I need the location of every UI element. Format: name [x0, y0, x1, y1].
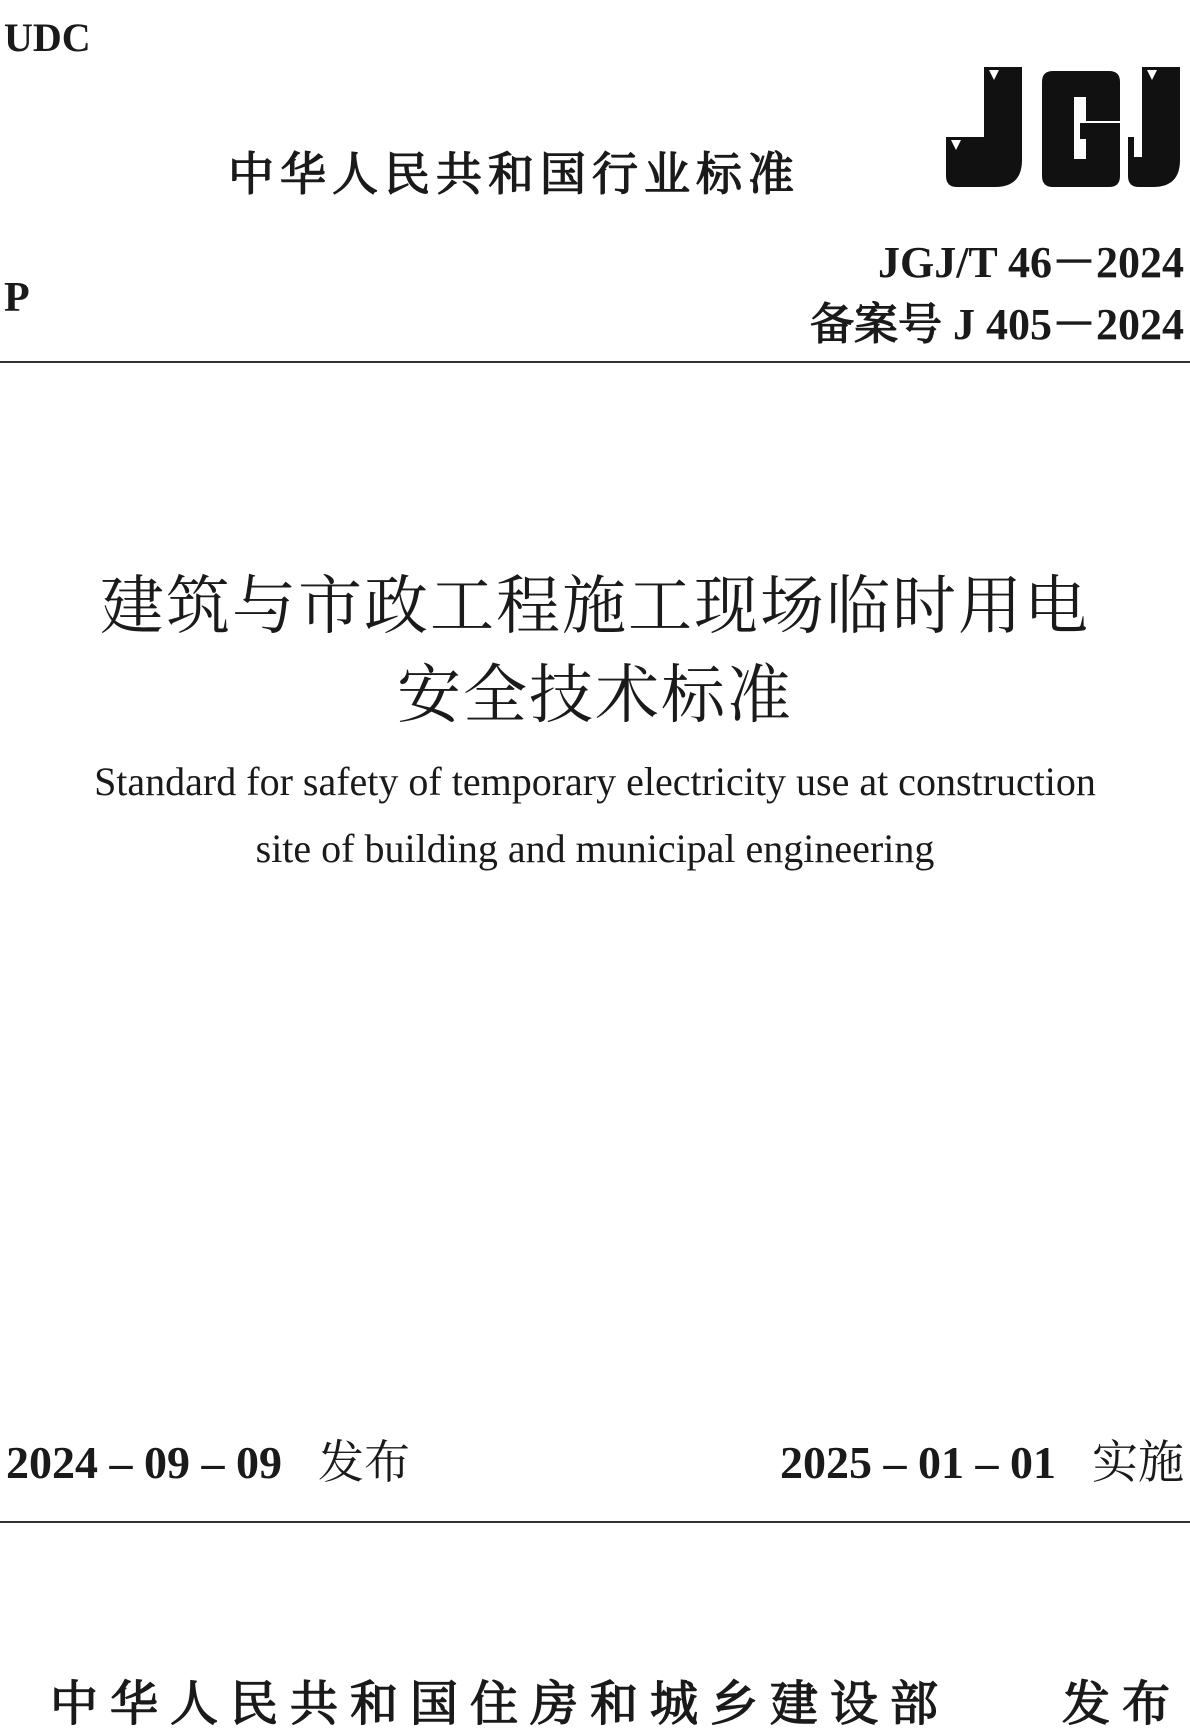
bottom-divider — [0, 1521, 1190, 1523]
implement-label: 实施 — [1092, 1435, 1184, 1489]
publisher: 中华人民共和国住房和城乡建设部 — [50, 1676, 951, 1732]
top-divider — [0, 361, 1190, 363]
implement-date — [780, 1426, 1184, 1492]
udc-label: UDC — [4, 15, 91, 60]
implement-date-value: 2025 – 01 – 01 — [780, 1437, 1056, 1488]
issue-label: 发布 — [318, 1435, 410, 1489]
title-cn-line2: 安全技术标准 — [397, 659, 793, 733]
jgj-logo — [945, 66, 1185, 188]
industry-standard-heading: 中华人民共和国行业标准 — [228, 147, 800, 201]
publish-label: 发布 — [1061, 1676, 1182, 1732]
record-number: 备案号 J 405－2024 — [810, 300, 1184, 349]
issue-date — [6, 1426, 410, 1492]
title-en-line1: Standard for safety of temporary electricity use at construction — [94, 759, 1096, 804]
issue-date-value: 2024 – 09 – 09 — [6, 1437, 282, 1488]
category-letter: P — [4, 275, 30, 321]
title-en-line2: site of building and municipal engineering — [255, 826, 935, 871]
standard-code: JGJ/T 46－2024 — [877, 238, 1184, 287]
title-cn-line1: 建筑与市政工程施工现场临时用电 — [100, 570, 1090, 644]
